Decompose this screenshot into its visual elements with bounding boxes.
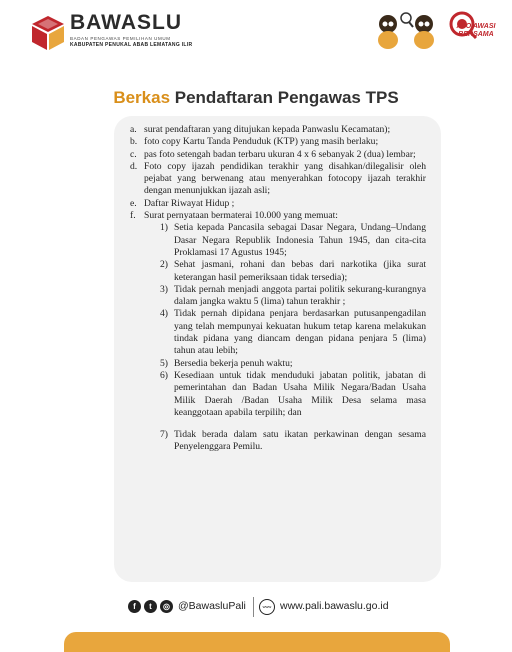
brand-name: BAWASLU	[70, 11, 182, 34]
page-title-rest: Pendaftaran Pengawas TPS	[170, 88, 399, 107]
twitter-icon[interactable]: t	[144, 600, 157, 613]
sub-list-marker: 5)	[160, 357, 168, 369]
sub-list-marker: 1)	[160, 222, 168, 234]
badge-text: AYO AWASI BERSAMA	[456, 23, 496, 38]
bawaslu-logo-icon	[30, 14, 66, 52]
footer	[0, 596, 512, 620]
sub-list-item	[160, 429, 426, 454]
list-marker: f.	[130, 210, 136, 222]
sub-list-text: Sehat jasmani, rohani dan bebas dari narkotika (jika surat keterangan hasil pemeriksaan tidak tersedia);	[174, 259, 426, 283]
sub-list-item	[160, 222, 426, 259]
list-marker: c.	[130, 148, 137, 160]
spacer	[130, 419, 426, 429]
sub-list-text: Tidak pernah menjadi anggota partai politik sekurang-kurangnya dalam jangka waktu 5 (lima) tahun terakhir ;	[174, 283, 426, 308]
sub-list-text: Bersedia bekerja penuh waktu;	[174, 357, 293, 369]
list-marker: d.	[130, 160, 138, 172]
list-marker: b.	[130, 136, 138, 148]
instagram-icon[interactable]: ◎	[160, 600, 173, 613]
bottom-accent-bar	[64, 632, 450, 652]
mascot-icon	[372, 10, 440, 50]
sub-list-marker: 6)	[160, 369, 168, 381]
requirements-list	[130, 124, 426, 454]
brand-subtitle: BADAN PENGAWAS PEMILIHAN UMUM	[70, 36, 171, 41]
page-title-highlight: Berkas	[113, 88, 171, 107]
sub-list-item	[160, 370, 426, 419]
sub-list-marker: 2)	[160, 259, 168, 271]
list-marker: e.	[130, 197, 137, 209]
list-text: Surat pernyataan bermaterai 10.000 yang memuat:	[144, 210, 338, 222]
sub-list-text: Kesediaan untuk tidak menduduki jabatan politik, jabatan di pemerintahan dan Badan Usaha Milik Negara/Badan Usaha Milik Daerah /Badan Usaha Milik Desa selama masa keanggotaan apabila terpilih; dan	[174, 369, 426, 418]
website-link[interactable]: www.pali.bawaslu.go.id	[280, 600, 389, 612]
sub-list-item	[160, 284, 426, 309]
list-text: pas foto setengah badan terbaru ukuran 4 x 6 sebanyak 2 (dua) lembar;	[144, 148, 416, 160]
list-item	[130, 210, 426, 222]
list-text: Daftar Riwayat Hidup ;	[144, 197, 235, 209]
list-item	[130, 136, 426, 148]
list-marker: a.	[130, 124, 137, 135]
sub-list-text: Tidak pernah dipidana penjara berdasarkan putusanpengadilan yang telah mempunyai kekuatan hukum tetap karena melakukan tindak pidana yang diancam dengan pidana penjara 5 (lima) tahun atau lebih;	[174, 308, 426, 357]
sub-list-text: Tidak berada dalam satu ikatan perkawinan dengan sesama Penyelenggara Pemilu.	[174, 429, 426, 453]
sub-list-text: Setia kepada Pancasila sebagai Dasar Negara, Undang–Undang Dasar Negara Republik Indonesia Tahun 1945, dan cita-cita Proklamasi 17 Agustus 1945;	[174, 222, 426, 258]
list-item	[130, 161, 426, 198]
footer-divider	[253, 597, 254, 617]
list-item	[130, 149, 426, 161]
list-text: foto copy Kartu Tanda Penduduk (KTP) yang masih berlaku;	[144, 136, 379, 148]
facebook-icon[interactable]: f	[128, 600, 141, 613]
brand-block	[70, 12, 192, 48]
sub-list-item	[160, 259, 426, 284]
sub-list-marker: 3)	[160, 283, 168, 295]
page-title	[0, 88, 512, 108]
sub-list-marker: 4)	[160, 308, 168, 320]
list-item	[130, 124, 426, 136]
list-item	[130, 198, 426, 210]
sub-list-marker: 7)	[160, 429, 168, 441]
list-text: Foto copy ijazah pendidikan terakhir yang disahkan/dilegalisir oleh pejabat yang berwenang atau menyerahkan fotocopy ijazah terakhir dengan menunjukkan ijazah asli;	[144, 160, 426, 197]
social-handle[interactable]: @BawasluPali	[178, 600, 246, 612]
brand-region: KABUPATEN PENUKAL ABAB LEMATANG ILIR	[70, 42, 193, 48]
sub-list-item	[160, 308, 426, 357]
sub-list-item	[160, 358, 426, 370]
header	[0, 0, 512, 70]
list-text: surat pendaftaran yang ditujukan kepada Panwaslu Kecamatan);	[144, 124, 391, 135]
globe-icon: www	[259, 599, 275, 615]
